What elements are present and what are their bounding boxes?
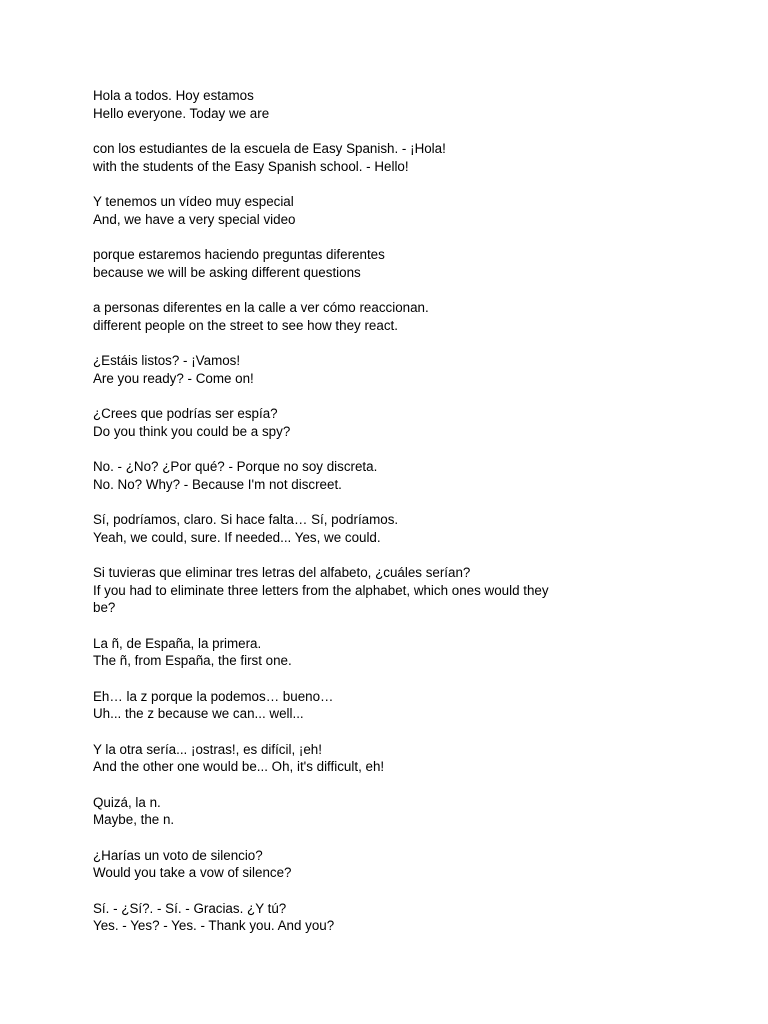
spanish-line: porque estaremos haciendo preguntas diferentes [93, 247, 385, 262]
english-line: Uh... the z because we can... well... [93, 706, 304, 722]
subtitle-pair [93, 193, 563, 228]
spanish-line: Eh… la z porque la podemos… bueno… [93, 688, 334, 704]
subtitle-pair [93, 246, 563, 281]
spanish-line: Y la otra sería... ¡ostras!, es difícil, ¡eh! [93, 741, 322, 757]
subtitle-pair [93, 511, 563, 546]
subtitle-pair [93, 741, 563, 776]
english-line: Maybe, the n. [93, 812, 175, 828]
spanish-line: Y tenemos un vídeo muy especial [93, 194, 294, 209]
english-line: with the students of the Easy Spanish school. - Hello! [93, 158, 409, 174]
spanish-line: Sí, podríamos, claro. Si hace falta… Sí, podríamos. [93, 512, 399, 527]
subtitle-pair [93, 352, 563, 387]
spanish-line: Si tuvieras que eliminar tres letras del alfabeto, ¿cuáles serían? [93, 565, 471, 580]
spanish-line: ¿Estáis listos? - ¡Vamos! [93, 353, 241, 368]
spanish-line: La ñ, de España, la primera. [93, 635, 262, 651]
subtitle-pair [93, 405, 563, 440]
english-line: And the other one would be... Oh, it's difficult, eh! [93, 759, 385, 775]
english-line: different people on the street to see how they react. [93, 317, 398, 333]
subtitle-pair [93, 564, 563, 617]
spanish-line: Sí. - ¿Sí?. - Sí. - Gracias. ¿Y tú? [93, 900, 287, 916]
subtitle-pair [93, 794, 563, 829]
document-page [93, 87, 563, 953]
english-line: And, we have a very special video [93, 211, 296, 227]
subtitle-pair [93, 900, 563, 935]
english-line: No. No? Why? - Because I'm not discreet. [93, 476, 342, 492]
english-line: If you had to eliminate three letters from the alphabet, which ones would they be? [93, 582, 549, 616]
subtitle-pair [93, 458, 563, 493]
subtitle-pair [93, 847, 563, 882]
subtitle-pair [93, 299, 563, 334]
spanish-line: a personas diferentes en la calle a ver cómo reaccionan. [93, 300, 429, 315]
spanish-line: ¿Crees que podrías ser espía? [93, 406, 278, 421]
english-line: Would you take a vow of silence? [93, 865, 292, 881]
spanish-line: ¿Harías un voto de silencio? [93, 847, 263, 863]
english-line: Yes. - Yes? - Yes. - Thank you. And you? [93, 918, 335, 934]
english-line: Do you think you could be a spy? [93, 423, 291, 439]
english-line: Are you ready? - Come on! [93, 370, 254, 386]
subtitle-pair [93, 87, 563, 122]
english-line: Yeah, we could, sure. If needed... Yes, we could. [93, 529, 381, 545]
subtitle-pair [93, 140, 563, 175]
subtitle-pair [93, 635, 563, 670]
subtitle-pair [93, 688, 563, 723]
spanish-line: Hola a todos. Hoy estamos [93, 88, 254, 103]
english-line: The ñ, from España, the first one. [93, 653, 292, 669]
spanish-line: No. - ¿No? ¿Por qué? - Porque no soy discreta. [93, 459, 378, 474]
spanish-line: Quizá, la n. [93, 794, 161, 810]
spanish-line: con los estudiantes de la escuela de Easy Spanish. - ¡Hola! [93, 141, 446, 156]
english-line: Hello everyone. Today we are [93, 105, 270, 121]
english-line: because we will be asking different questions [93, 264, 361, 280]
